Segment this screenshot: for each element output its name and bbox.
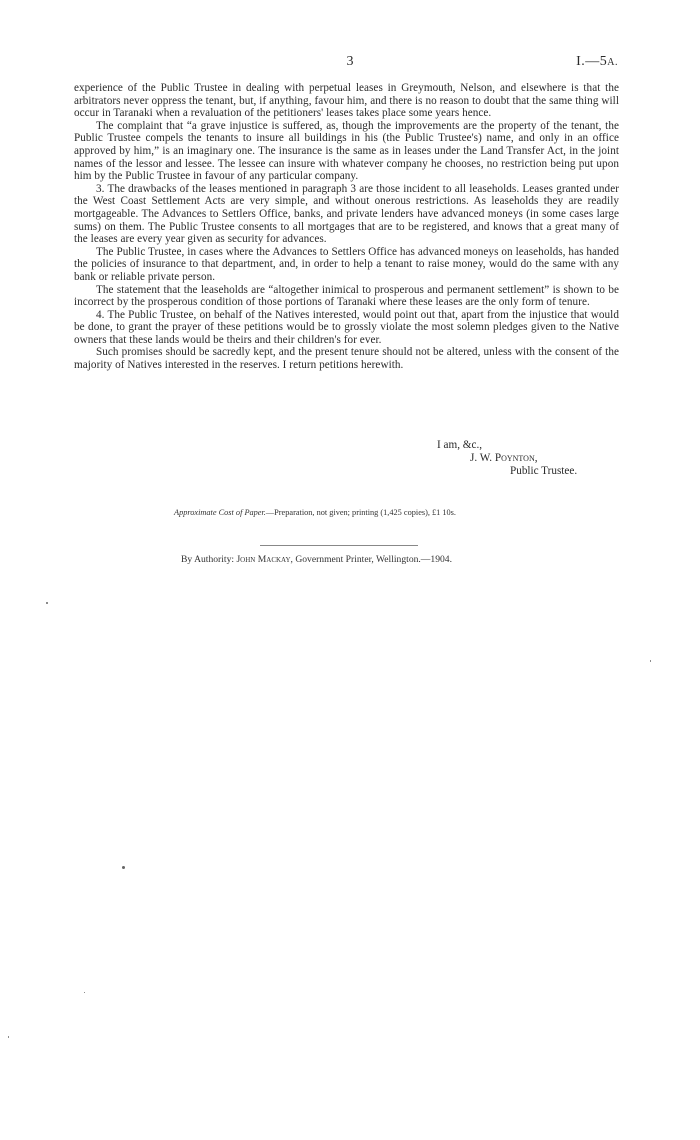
cost-label: Approximate Cost of Paper. [174, 508, 266, 517]
paragraph-continuation: experience of the Public Trustee in dealing with perpetual leases in Greymouth, Nelson, and elsewhere is that the arbitrators never oppress the tenant, but, if anything, favour him, and there is no reason to doubt that the same thing will occur in Taranaki when a revaluation of the petitioners' leases takes place some years hence. [74, 82, 619, 120]
salutation: I am, &c., [437, 439, 483, 451]
cost-detail: —Preparation, not given; printing (1,425 copies), £1 10s. [265, 508, 456, 517]
paragraph-promises: Such promises should be sacredly kept, and the present tenure should not be altered, unless with the consent of the majority of Natives interested in the reserves. I return petitions herewith. [74, 346, 619, 372]
document-reference-main: I.—5 [576, 54, 608, 69]
scan-speck [8, 1036, 9, 1038]
printer-authority [181, 554, 452, 565]
cost-of-paper [174, 508, 456, 517]
scan-speck [122, 866, 125, 869]
paragraph-3-drawbacks: 3. The drawbacks of the leases mentioned in paragraph 3 are those incident to all leaseholds. Leases granted under the West Coast Settlement Acts are very simple, and without onerous restrictions. As leaseholds they are readily mortgageable. The Advances to Settlers Office, banks, and private lenders have advanced moneys (in some cases large sums) on them. The Public Trustee consents to all mortgages that are to be registered, and knows that a great many of the leases are every year given as security for advances. [74, 182, 619, 246]
document-reference [576, 54, 618, 70]
scan-speck [650, 660, 651, 662]
paragraph-4-natives: 4. The Public Trustee, on behalf of the Natives interested, would point out that, apart from the injustice that would be done, to grant the prayer of these petitions would be to grossly violate the most solemn pledges given to the Native owners that these lands would be theirs and their children's for ever. [74, 308, 619, 346]
paragraph-insurance-complaint: The complaint that “a grave injustice is suffered, as, though the improvements are the property of the tenant, the Public Trustee compels the tenants to insure all buildings in his (the Public Trustee's) name, and only in an office approved by him,” is an imaginary one. The insurance is the same as in leases under the Land Transfer Act, in the joint names of the lessor and lessee. The lessee can insure with whatever company he chooses, no restriction being put upon him by the Public Trustee in favour of any particular company. [74, 119, 619, 183]
scan-speck [46, 602, 48, 604]
footer-divider [260, 545, 418, 546]
letter-body [74, 82, 619, 372]
signatory-name: J. W. Poynton, [470, 452, 538, 464]
scan-speck [84, 992, 85, 993]
paragraph-statement: The statement that the leaseholds are “altogether inimical to prosperous and permanent settlement” is shown to be incorrect by the prosperous condition of those portions of Taranaki where these leases are the only form of tenure. [74, 283, 619, 309]
page-number: 3 [346, 54, 354, 69]
document-reference-suffix: A. [607, 57, 618, 68]
paragraph-advances: The Public Trustee, in cases where the Advances to Settlers Office has advanced moneys on leaseholds, has handed the policies of insurance to that department, and, in order to help a tenant to raise money, would do the same with any bank or reliable private person. [74, 245, 619, 283]
authority-prefix: By Authority: [181, 554, 237, 565]
signatory-title: Public Trustee. [510, 465, 578, 477]
printer-name: John Mackay [236, 554, 291, 565]
authority-suffix: , Government Printer, Wellington.—1904. [290, 554, 452, 565]
